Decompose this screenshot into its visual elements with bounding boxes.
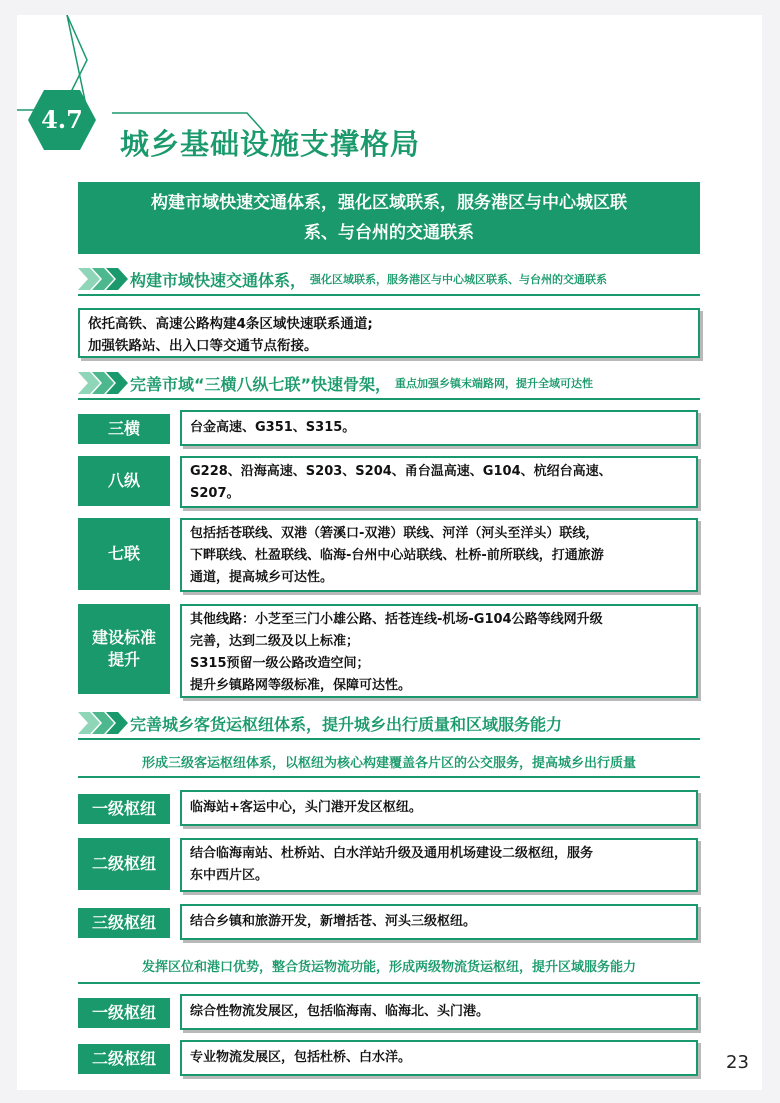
text-line: 东中西片区。	[190, 868, 269, 883]
section1-heading: 构建市域快速交通体系，	[130, 270, 307, 290]
row-content	[180, 604, 698, 698]
chevron-arrows-icon	[78, 268, 128, 290]
section1-text-box	[78, 308, 700, 358]
section2-heading-row	[78, 370, 700, 396]
text-line: 依托高铁、高速公路构建4条区域快速联系通道;	[88, 316, 373, 332]
divider	[78, 982, 700, 984]
page-number: 23	[726, 1052, 749, 1073]
row-content	[180, 838, 698, 892]
text-line: 下畔联线、杜盈联线、临海-台州中心站联线、杜桥-前所联线，打通旅游	[190, 548, 604, 563]
section3-heading-row	[78, 710, 700, 736]
banner-line: 系、与台州的交通联系	[304, 223, 474, 243]
section1-heading-row	[78, 266, 700, 292]
text-line: S315预留一级公路改造空间；	[190, 656, 370, 671]
text-line: 结合乡镇和旅游开发，新增括苍、河头三级枢纽。	[190, 914, 477, 929]
row-content	[180, 904, 698, 940]
tag-line: 提升	[107, 650, 140, 669]
row-tag: 三横	[78, 414, 170, 444]
row-content	[180, 518, 698, 592]
section1-subheading: 强化区域联系，服务港区与中心城区联系、与台州的交通联系	[310, 273, 608, 286]
text-line: 包括括苍联线、双港（箬溪口-双港）联线、河洋（河头至洋头）联线，	[190, 526, 599, 541]
chevron-arrows-icon	[78, 712, 128, 734]
text-line: 加强铁路站、出入口等交通节点衔接。	[88, 338, 318, 354]
freight-intro: 发挥区位和港口优势，整合货运物流功能，形成两级物流货运枢纽，提升区域服务能力	[141, 960, 636, 975]
text-line: S207。	[190, 486, 240, 501]
section-number-badge	[26, 88, 98, 152]
row-tag: 二级枢纽	[78, 838, 170, 890]
row-content	[180, 1040, 698, 1076]
section-number: 4.7	[41, 105, 83, 134]
row-tag: 三级枢纽	[78, 908, 170, 938]
row-tag: 一级枢纽	[78, 998, 170, 1028]
divider	[78, 294, 700, 296]
row-content	[180, 790, 698, 826]
section3-heading: 完善城乡客货运枢纽体系，提升城乡出行质量和区域服务能力	[130, 714, 563, 734]
main-banner	[78, 182, 700, 254]
text-line: 提升乡镇路网等级标准，保障可达性。	[190, 678, 412, 693]
section2-heading: 完善市域“三横八纵七联”快速骨架，	[130, 374, 392, 394]
row-tag: 七联	[78, 518, 170, 590]
text-line: G228、沿海高速、S203、S204、甬台温高速、G104、杭绍台高速、	[190, 464, 612, 479]
text-line: 结合临海南站、杜桥站、白水洋站升级及通用机场建设二级枢纽，服务	[190, 846, 594, 861]
divider	[78, 738, 700, 740]
text-line: 台金高速、G351、S315。	[190, 420, 356, 435]
row-tag: 一级枢纽	[78, 794, 170, 824]
section2-subheading: 重点加强乡镇末端路网，提升全域可达性	[395, 377, 594, 390]
text-line: 通道，提高城乡可达性。	[190, 570, 334, 585]
row-content	[180, 994, 698, 1030]
divider	[78, 398, 700, 400]
divider	[78, 776, 700, 778]
row-tag: 八纵	[78, 456, 170, 506]
text-line: 完善，达到二级及以上标准；	[190, 634, 360, 649]
passenger-intro: 形成三级客运枢纽体系，以枢纽为核心构建覆盖各片区的公交服务，提高城乡出行质量	[141, 756, 636, 771]
row-content	[180, 410, 698, 446]
text-line: 综合性物流发展区，包括临海南、临海北、头门港。	[190, 1004, 490, 1019]
row-tag: 二级枢纽	[78, 1044, 170, 1074]
text-line: 其他线路：小芝至三门小雄公路、括苍连线-机场-G104公路等线网升级	[190, 612, 603, 627]
text-line: 临海站+客运中心，头门港开发区枢纽。	[190, 800, 422, 815]
row-content	[180, 456, 698, 508]
tag-line: 建设标准	[91, 628, 156, 647]
page-title: 城乡基础设施支撑格局	[120, 127, 421, 161]
banner-line: 构建市域快速交通体系，强化区域联系，服务港区与中心城区联	[151, 193, 627, 213]
row-tag	[78, 604, 170, 694]
text-line: 专业物流发展区，包括杜桥、白水洋。	[190, 1050, 412, 1065]
chevron-arrows-icon	[78, 372, 128, 394]
